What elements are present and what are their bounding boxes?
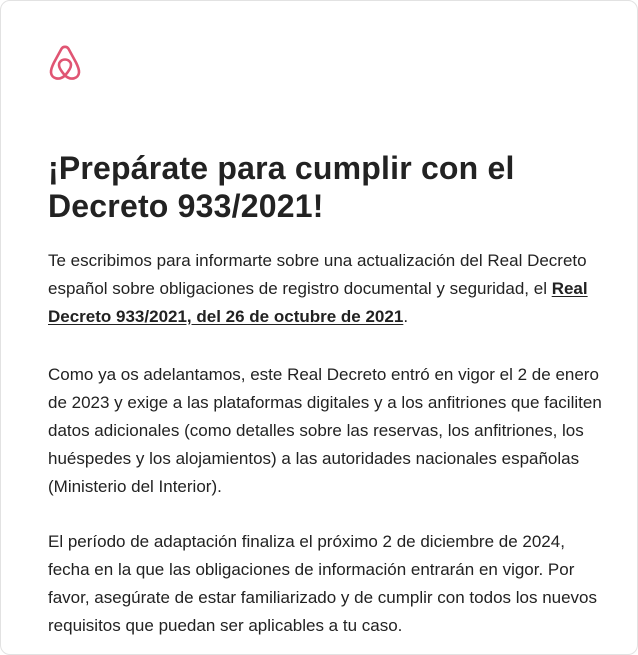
real-decreto-link[interactable]: Real Decreto 933/2021, del 26 de octubre de 2021 (48, 279, 588, 326)
page-title: ¡Prepárate para cumplir con el Decreto 933/2021! (48, 150, 515, 224)
airbnb-logo-icon[interactable] (48, 45, 82, 81)
intro-text-before: Te escribimos para informarte sobre una actualización del Real Decreto español sobre obligaciones de registro documental y seguridad, el (48, 251, 587, 298)
deadline-paragraph: El período de adaptación finaliza el próximo 2 de diciembre de 2024, fecha en la que las obligaciones de información entrarán en vigor. Por favor, asegúrate de estar familiarizado y de cumplir con todos los nuevos requisitos que puedan ser aplicables a tu caso. (48, 532, 598, 635)
intro-paragraph (48, 247, 608, 331)
context-paragraph: Como ya os adelantamos, este Real Decreto entró en vigor el 2 de enero de 2023 y exige a las plataformas digitales y a los anfitriones que faciliten datos adicionales (como detalles sobre las reservas, los anfitriones, los huéspedes y los alojamientos) a las autoridades nacionales españolas (Ministerio del Interior). (48, 365, 602, 496)
airbnb-logo-shape (48, 45, 82, 81)
intro-text-after: . (403, 307, 409, 326)
